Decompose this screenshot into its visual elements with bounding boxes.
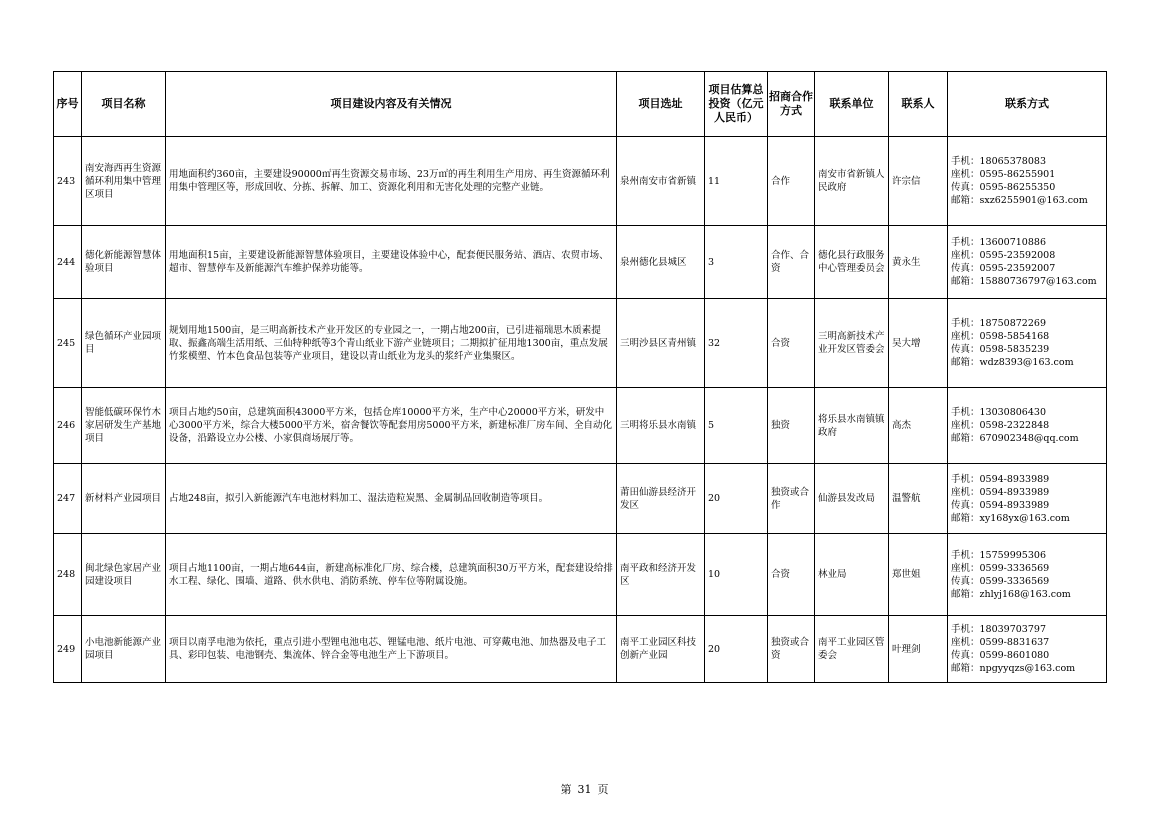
project-investment: 20: [705, 464, 768, 534]
contact-fax: 传真：0594-8933989: [951, 499, 1050, 511]
contact-person: 郑世姐: [889, 534, 948, 616]
cooperation-mode: 独资: [768, 388, 815, 464]
header-investment: 项目估算总投资（亿元人民币）: [705, 72, 768, 137]
contact-landline: 座机：0595-86255901: [951, 169, 1056, 180]
table-row: [54, 226, 1107, 299]
cooperation-mode: 合资: [768, 299, 815, 388]
contact-fax: 传真：0598-5835239: [951, 344, 1050, 355]
project-investment: 10: [705, 534, 768, 616]
contact-person: 许宗信: [889, 137, 948, 226]
project-name: 德化新能源智慧体验项目: [82, 226, 166, 299]
contact-email: 邮箱：xy168yx@163.com: [951, 512, 1070, 524]
page-footer: [0, 781, 1169, 797]
contact-phone: 手机：0594-8933989: [951, 473, 1050, 485]
contact-email: 邮箱：wdz8393@163.com: [951, 357, 1074, 368]
contact-info: [948, 534, 1107, 616]
project-content: 项目以南孚电池为依托，重点引进小型锂电池电芯、锂锰电池、纸片电池、可穿戴电池、加热器及电子工具、彩印包装、电池钢壳、集流体、锌合金等电池生产上下游项目。: [166, 616, 617, 683]
project-investment: 5: [705, 388, 768, 464]
project-investment: 11: [705, 137, 768, 226]
contact-info: [948, 616, 1107, 683]
row-number: 248: [54, 534, 82, 616]
table-header-row: [54, 72, 1107, 137]
contact-phone: 手机：18750872269: [951, 318, 1046, 329]
header-mode: 招商合作方式: [768, 72, 815, 137]
header-contact: 联系方式: [948, 72, 1107, 137]
table-row: [54, 616, 1107, 683]
table-row: [54, 388, 1107, 464]
contact-phone: 手机：15759995306: [951, 549, 1046, 561]
page-number: 31: [577, 783, 592, 796]
row-number: 245: [54, 299, 82, 388]
project-location: 泉州德化县城区: [617, 226, 705, 299]
project-content: 用地面积15亩，主要建设新能源智慧体验项目，主要建设体验中心，配套便民服务站、酒店、农贸市场、超市、智慧停车及新能源汽车维护保养功能等。: [166, 226, 617, 299]
contact-person: 吴大增: [889, 299, 948, 388]
project-name: 南安海西再生资源循环利用集中管理区项目: [82, 137, 166, 226]
table-row: [54, 464, 1107, 534]
project-name: 闽北绿色家居产业园建设项目: [82, 534, 166, 616]
header-no: 序号: [54, 72, 82, 137]
contact-email: 邮箱：sxz6255901@163.com: [951, 195, 1088, 206]
table-row: [54, 137, 1107, 226]
contact-unit: 南安市省新镇人民政府: [815, 137, 889, 226]
contact-unit: 仙游县发改局: [815, 464, 889, 534]
contact-person: 黄永生: [889, 226, 948, 299]
table-row: [54, 534, 1107, 616]
contact-fax: 传真：0595-86255350: [951, 182, 1056, 193]
contact-email: 邮箱：zhlyj168@163.com: [951, 588, 1071, 600]
project-content: 项目占地1100亩，一期占地644亩，新建高标准化厂房、综合楼，总建筑面积30万平方米，配套建设给排水工程、绿化、围墙、道路、供水供电、消防系统、停车位等附属设施。: [166, 534, 617, 616]
contact-person: 高杰: [889, 388, 948, 464]
contact-landline: 座机：0595-23592008: [951, 250, 1056, 261]
contact-email: 邮箱：npgyyqzs@163.com: [951, 663, 1076, 674]
project-name: 小电池新能源产业园项目: [82, 616, 166, 683]
contact-person: 温警航: [889, 464, 948, 534]
header-content: 项目建设内容及有关情况: [166, 72, 617, 137]
contact-landline: 座机：0598-5854168: [951, 331, 1050, 342]
project-location: 莆田仙游县经济开发区: [617, 464, 705, 534]
header-unit: 联系单位: [815, 72, 889, 137]
project-name: 新材料产业园项目: [82, 464, 166, 534]
project-content: 项目占地约50亩，总建筑面积43000平方米，包括仓库10000平方米，生产中心20000平方米，研发中心3000平方米，综合大楼5000平方米，宿舍餐饮等配套用房5000平方米，新建标准厂房车间、全自动化设备，沿路设立办公楼、小家俱商场展厅等。: [166, 388, 617, 464]
cooperation-mode: 合资: [768, 534, 815, 616]
row-number: 244: [54, 226, 82, 299]
contact-landline: 座机：0599-3336569: [951, 562, 1050, 574]
contact-person: 叶理剑: [889, 616, 948, 683]
project-investment: 32: [705, 299, 768, 388]
contact-fax: 传真：0599-3336569: [951, 575, 1050, 587]
contact-unit: 德化县行政服务中心管理委员会: [815, 226, 889, 299]
contact-landline: 座机：0598-2322848: [951, 420, 1050, 431]
project-location: 泉州南安市省新镇: [617, 137, 705, 226]
page-suffix: 页: [597, 783, 609, 796]
contact-email: 邮箱：15880736797@163.com: [951, 276, 1097, 287]
project-name: 绿色循环产业园项目: [82, 299, 166, 388]
project-location: 南平政和经济开发区: [617, 534, 705, 616]
contact-email: 邮箱：670902348@qq.com: [951, 433, 1079, 444]
contact-landline: 座机：0594-8933989: [951, 486, 1050, 498]
project-content: 占地248亩，拟引入新能源汽车电池材料加工、湿法造粒炭黑、金属制品回收制造等项目。: [166, 464, 617, 534]
page-prefix: 第: [560, 783, 572, 796]
cooperation-mode: 独资或合资: [768, 616, 815, 683]
contact-unit: 南平工业园区管委会: [815, 616, 889, 683]
project-table: [53, 71, 1107, 683]
contact-info: [948, 388, 1107, 464]
project-content: 用地面积约360亩，主要建设90000㎡再生资源交易市场、23万㎡的再生利用生产用房、再生资源循环利用集中管理区等，形成回收、分拣、拆解、加工、资源化利用和无害化处理的完整产业链。: [166, 137, 617, 226]
project-location: 三明沙县区青州镇: [617, 299, 705, 388]
contact-info: [948, 464, 1107, 534]
cooperation-mode: 独资或合作: [768, 464, 815, 534]
contact-landline: 座机：0599-8831637: [951, 637, 1050, 648]
header-location: 项目选址: [617, 72, 705, 137]
project-location: 南平工业园区科技创新产业园: [617, 616, 705, 683]
row-number: 246: [54, 388, 82, 464]
header-person: 联系人: [889, 72, 948, 137]
project-location: 三明将乐县水南镇: [617, 388, 705, 464]
contact-unit: 将乐县水南镇镇政府: [815, 388, 889, 464]
contact-phone: 手机：13030806430: [951, 407, 1046, 418]
row-number: 249: [54, 616, 82, 683]
row-number: 243: [54, 137, 82, 226]
contact-unit: 林业局: [815, 534, 889, 616]
cooperation-mode: 合作、合资: [768, 226, 815, 299]
contact-unit: 三明高新技术产业开发区管委会: [815, 299, 889, 388]
project-content: 规划用地1500亩，是三明高新技术产业开发区的专业园之一，一期占地200亩，已引进福瑞思木质素提取、振鑫高端生活用纸、三仙特种纸等3个青山纸业下游产业链项目；二期拟扩征用地1300亩，重点发展竹浆模塑、竹本色食品包装等产业项目，建设以青山纸业为龙头的浆纤产业集聚区。: [166, 299, 617, 388]
contact-phone: 手机：18065378083: [951, 156, 1046, 167]
header-name: 项目名称: [82, 72, 166, 137]
contact-info: [948, 226, 1107, 299]
cooperation-mode: 合作: [768, 137, 815, 226]
contact-phone: 手机：18039703797: [951, 624, 1046, 635]
project-investment: 3: [705, 226, 768, 299]
project-investment: 20: [705, 616, 768, 683]
table-row: [54, 299, 1107, 388]
contact-info: [948, 137, 1107, 226]
project-name: 智能低碳环保竹木家居研发生产基地项目: [82, 388, 166, 464]
row-number: 247: [54, 464, 82, 534]
contact-phone: 手机：13600710886: [951, 237, 1046, 248]
contact-fax: 传真：0599-8601080: [951, 650, 1050, 661]
contact-fax: 传真：0595-23592007: [951, 263, 1056, 274]
contact-info: [948, 299, 1107, 388]
